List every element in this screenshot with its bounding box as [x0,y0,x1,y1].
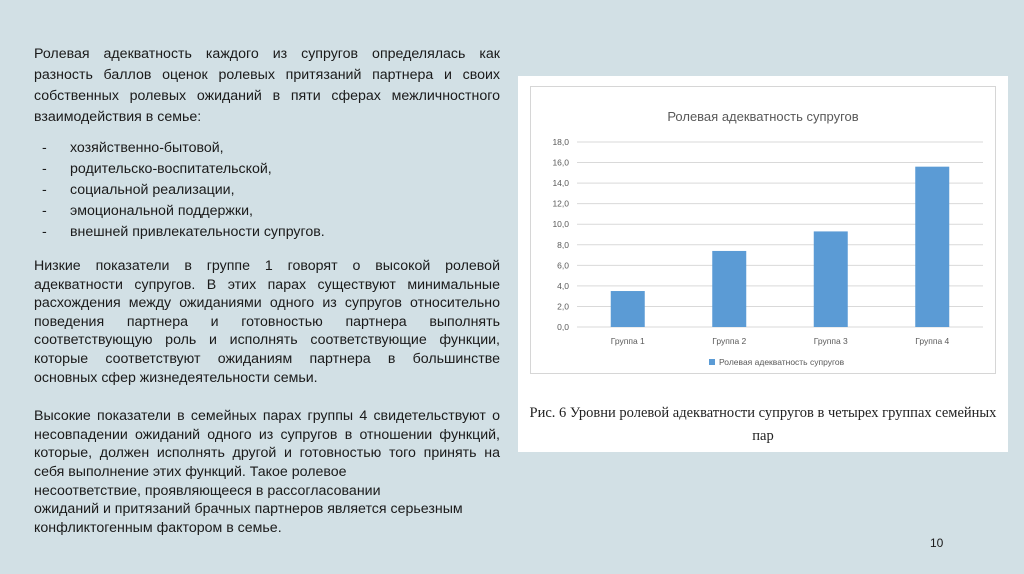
list-item: - внешней привлекательности супругов. [34,222,500,243]
chart-legend [709,357,845,367]
paragraph-low-scores: Низкие показатели в группе 1 говорят о высокой ролевой адекватности супругов. В этих парах существуют минимальные расхождения между ожиданиями одного из супругов относительно поведения партнера и готовностью партнера выполнять соответствующую роль и исполнять соответствующие функции, которые соответствуют ожиданиям партнера в большинстве основных сфер жизнедеятельности семьи. [34,258,500,386]
bar [814,231,848,327]
y-tick-label: 18,0 [552,137,569,147]
y-axis-ticks [552,137,569,332]
y-tick-label: 2,0 [557,301,569,312]
legend-label: Ролевая адекватность супругов [719,357,845,367]
y-tick-label: 14,0 [552,178,569,189]
y-tick-label: 4,0 [557,280,569,291]
y-tick-label: 8,0 [557,239,569,250]
chart-title: Ролевая адекватность супругов [667,109,859,124]
chart-container [530,86,996,374]
paragraph-high-scores [34,407,500,537]
y-tick-label: 10,0 [552,219,569,230]
figure-caption [518,402,1008,448]
paragraph-high-scores-line: несоответствие, проявляющееся в рассогласовании [34,482,381,499]
caption-line: Рис. 6 Уровни ролевой адекватности супругов в четырех группах семейных [529,405,997,421]
bar [915,167,949,327]
x-tick-label: Группа 3 [813,336,848,346]
figure [518,76,1008,452]
paragraph-high-scores-line: ожиданий и притязаний брачных партнеров является серьезным [34,501,463,518]
bar [712,251,746,327]
page-number: 10 [930,536,944,550]
list-item: - родительско-воспитательской, [34,159,500,180]
spheres-list [34,138,500,243]
bars [611,167,950,327]
paragraph-definition: Ролевая адекватность каждого из супругов определялась как разность баллов оценок ролевых притязаний партнера и своих собственных ролевых ожиданий в пяти сферах межличностного взаимодействия в семье: [34,46,500,125]
x-tick-label: Группа 1 [610,336,645,346]
list-item: - эмоциональной поддержки, [34,201,500,222]
y-tick-label: 12,0 [552,198,569,209]
x-tick-label: Группа 4 [915,336,950,346]
y-tick-label: 0,0 [557,322,569,332]
legend-swatch [709,359,715,365]
bar-chart [531,87,995,373]
paragraph-high-scores-main: Высокие показатели в семейных парах группы 4 свидетельствуют о несовпадении ожиданий одного из супругов в отношении функций, которые, должен исполнять другой и готовностью того принять на себя выполнение этих функций. Такое ролевое [34,408,500,480]
text-column [34,44,500,537]
y-tick-label: 6,0 [557,260,569,271]
paragraph-high-scores-line: конфликтогенным фактором в семье. [34,519,282,536]
list-item: - хозяйственно-бытовой, [34,138,500,159]
y-tick-label: 16,0 [552,157,569,168]
x-axis-ticks [611,336,950,346]
caption-line: пар [752,428,774,444]
x-tick-label: Группа 2 [712,336,747,346]
list-item: - социальной реализации, [34,180,500,201]
bar [611,291,645,327]
